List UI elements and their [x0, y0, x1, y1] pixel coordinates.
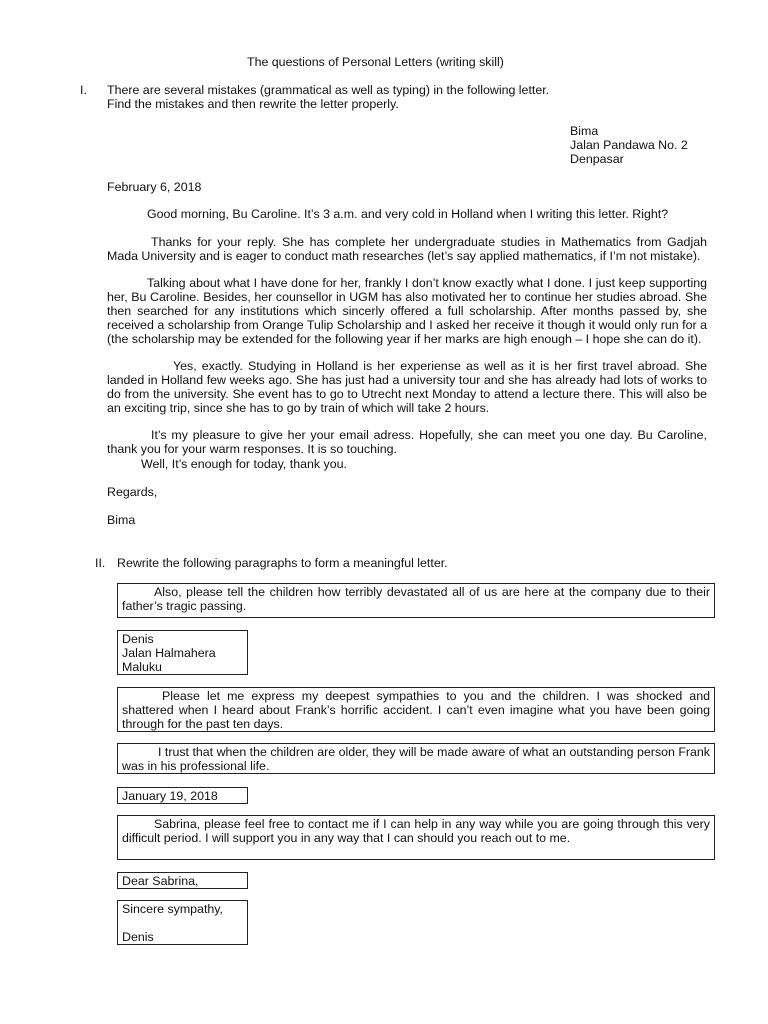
- paragraph-box-1: [117, 583, 715, 618]
- address-box-region: Maluku: [122, 660, 162, 674]
- sender-street: Jalan Pandawa No. 2: [570, 138, 688, 152]
- paragraph-box-4-text: I trust that when the children are older, they will be made aware of what an outstanding person Frank was in his professional life.: [122, 745, 710, 773]
- paragraph-box-3: [117, 687, 715, 732]
- section-1-numeral: I.: [80, 83, 87, 97]
- letter-paragraph-5: It’s my pleasure to give her your email adress. Hopefully, she can meet you one day. Bu Caroline, thank you for your warm responses. It is so touching.: [107, 428, 707, 456]
- date-box-text: January 19, 2018: [122, 789, 218, 803]
- address-box-street: Jalan Halmahera: [122, 646, 216, 660]
- letter-paragraph-2: Thanks for your reply. She has complete her undergraduate studies in Mathematics from Gadjah Mada University and is eager to conduct math researches (let’s say applied mathematics, if I’m not mistake).: [107, 235, 707, 263]
- section-1-instruction-1: There are several mistakes (grammatical as well as typing) in the following letter.: [107, 83, 550, 97]
- paragraph-box-6: [117, 815, 715, 860]
- letter-date: February 6, 2018: [107, 180, 202, 194]
- paragraph-box-1-text: Also, please tell the children how terribly devastated all of us are here at the company due to their father’s tragic passing.: [122, 585, 710, 613]
- letter-paragraph-1: Good morning, Bu Caroline. It’s 3 a.m. and very cold in Holland when I writing this letter. Right?: [147, 207, 669, 221]
- paragraph-box-4: [117, 743, 715, 774]
- section-2-numeral: II.: [95, 556, 106, 570]
- letter-paragraph-3: Talking about what I have done for her, frankly I don’t know exactly what I done. I just keep supporting her, Bu Caroline. Besides, her counsellor in UGM has also motivated her to continue her studies abroad. She then searched for any institutions which sincerly offered a full scholarship. After months passed by, she received a scholarship from Orange Tulip Scholarship and I asked her receive it though it would only run for a (the scholarship may be extended for the following year if her marks are high enough – I hope she can do it).: [107, 276, 707, 346]
- closing-box: [117, 900, 248, 945]
- section-1-instruction-2: Find the mistakes and then rewrite the letter properly.: [107, 97, 399, 111]
- salutation-box: [117, 872, 248, 889]
- letter-closing: Regards,: [107, 485, 158, 499]
- closing-box-signature: Denis: [122, 930, 154, 944]
- section-2-instruction: Rewrite the following paragraphs to form a meaningful letter.: [117, 556, 448, 570]
- address-box: [117, 630, 248, 675]
- paragraph-box-6-text: Sabrina, please feel free to contact me if I can help in any way while you are going through this very difficult period. I will support you in any way that I can should you reach out to me.: [122, 817, 710, 845]
- address-box-name: Denis: [122, 632, 154, 646]
- sender-name: Bima: [570, 124, 599, 138]
- letter-paragraph-6: Well, It’s enough for today, thank you.: [141, 457, 347, 471]
- page-title: The questions of Personal Letters (writing skill): [247, 55, 504, 69]
- letter-paragraph-4: Yes, exactly. Studying in Holland is her experiense as well as it is her first travel abroad. She landed in Holland few weeks ago. She has just had a university tour and she has already had lots of works to do from the university. She event has to go to Utrecht next Monday to attend a lecture there. This will also be an exciting trip, since she has to go by train of which will take 2 hours.: [107, 359, 707, 415]
- sender-city: Denpasar: [570, 152, 624, 166]
- paragraph-box-3-text: Please let me express my deepest sympathies to you and the children. I was shocked and shattered when I heard about Frank’s horrific accident. I can’t even imagine what you have been going through for the past ten days.: [122, 689, 710, 731]
- salutation-box-text: Dear Sabrina,: [122, 874, 199, 888]
- date-box: [117, 787, 248, 804]
- letter-signature: Bima: [107, 513, 136, 527]
- closing-box-phrase: Sincere sympathy,: [122, 902, 223, 916]
